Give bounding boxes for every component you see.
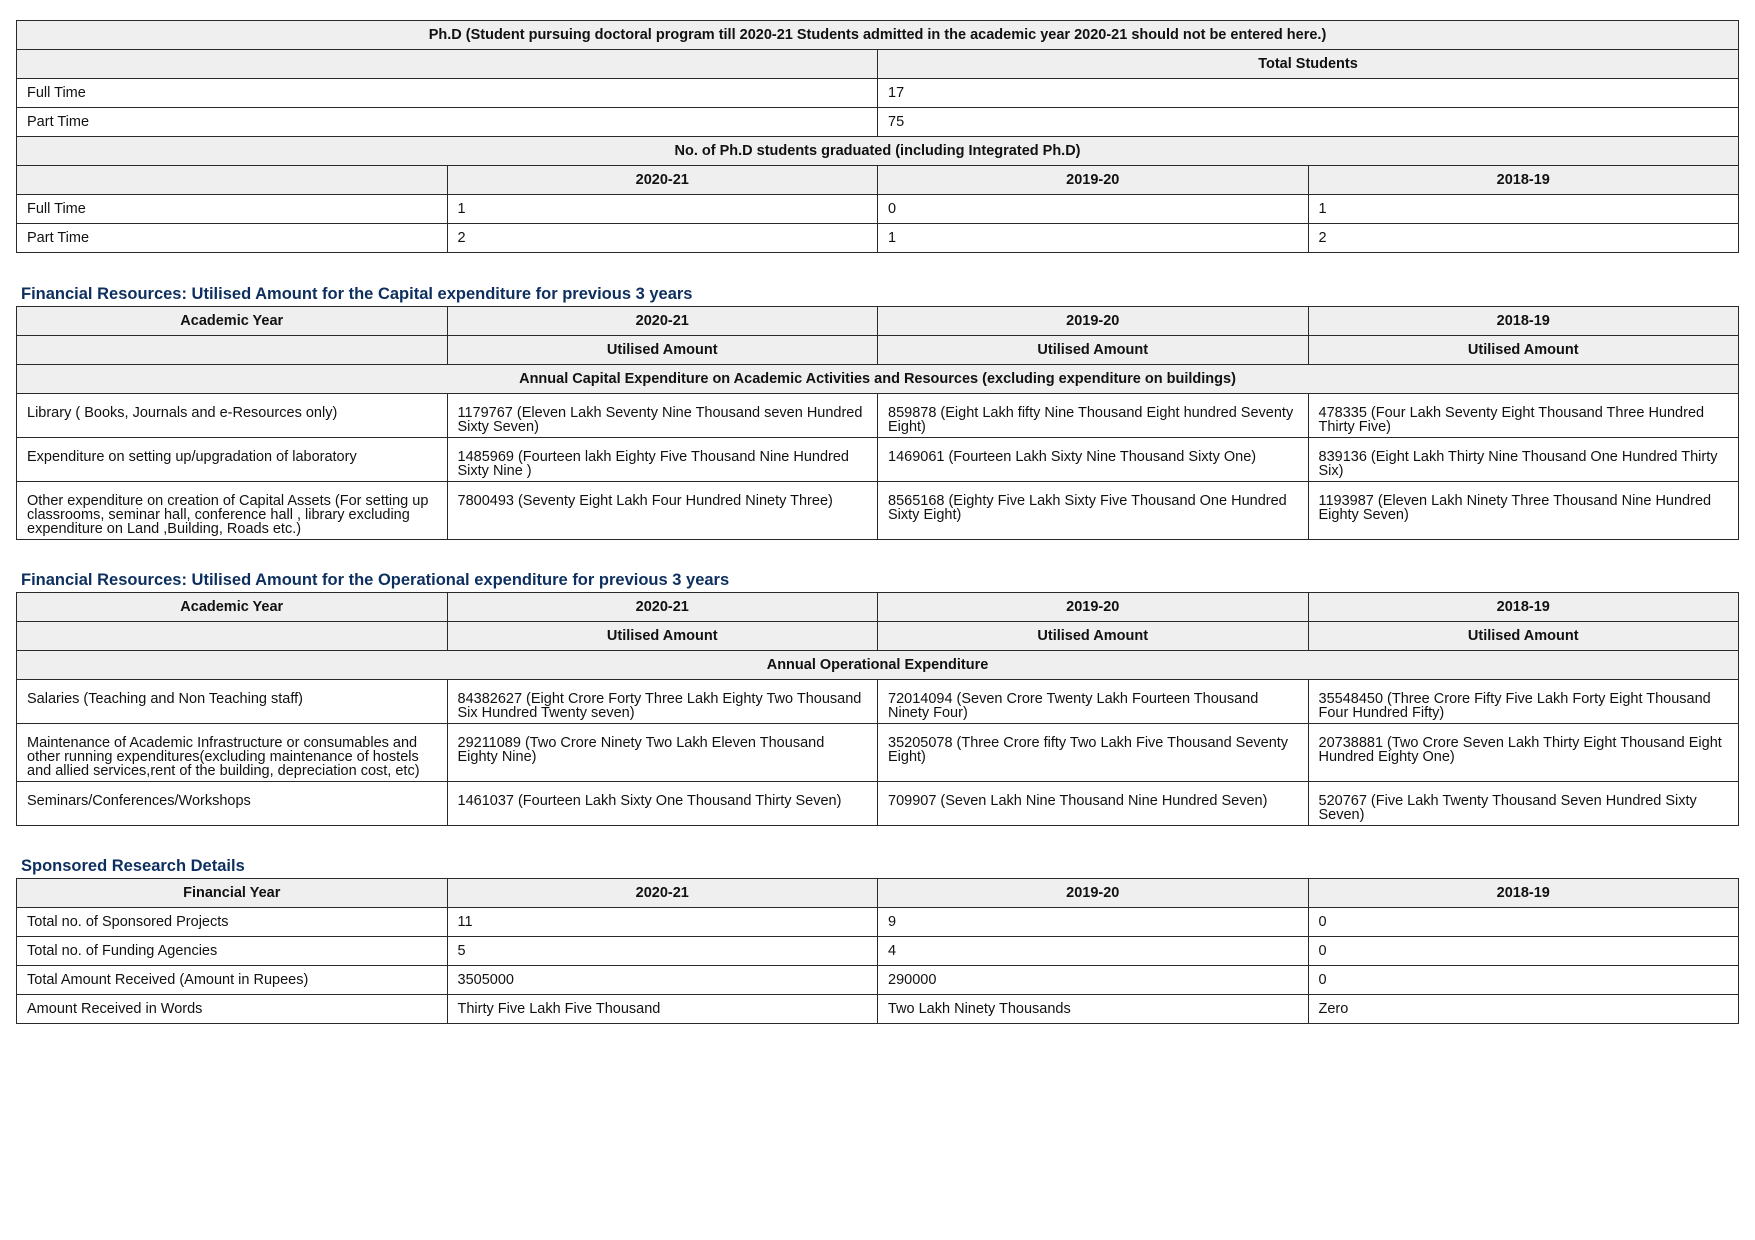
year-header: 2018-19 xyxy=(1308,166,1739,195)
year-header: 2019-20 xyxy=(878,307,1309,336)
amount-header-row xyxy=(17,622,1739,651)
empty-header-cell xyxy=(17,50,878,79)
sponsored-section-title: Sponsored Research Details xyxy=(21,857,245,875)
table-row xyxy=(17,482,1739,540)
utilised-amount-header: Utilised Amount xyxy=(447,622,878,651)
academic-year-header: Academic Year xyxy=(17,307,448,336)
financial-year-header: Financial Year xyxy=(17,879,448,908)
cell-value: Thirty Five Lakh Five Thousand xyxy=(447,995,878,1024)
utilised-amount-header: Utilised Amount xyxy=(1308,336,1739,365)
cell-value: 72014094 (Seven Crore Twenty Lakh Fourteen Thousand Ninety Four) xyxy=(878,680,1309,724)
empty-header-cell xyxy=(17,622,448,651)
year-header: 2018-19 xyxy=(1308,593,1739,622)
sponsored-research-table xyxy=(16,878,1739,1024)
row-label: Total no. of Funding Agencies xyxy=(17,937,448,966)
cell-value: 520767 (Five Lakh Twenty Thousand Seven Hundred Sixty Seven) xyxy=(1308,782,1739,826)
phd-total-header-row xyxy=(17,50,1739,79)
cell-value: 709907 (Seven Lakh Nine Thousand Nine Hundred Seven) xyxy=(878,782,1309,826)
phd-title-row xyxy=(17,21,1739,50)
table-row xyxy=(17,937,1739,966)
row-label: Total Amount Received (Amount in Rupees) xyxy=(17,966,448,995)
row-label: Full Time xyxy=(17,79,878,108)
year-header: 2019-20 xyxy=(878,879,1309,908)
table-row xyxy=(17,79,1739,108)
table-row xyxy=(17,995,1739,1024)
table-row xyxy=(17,438,1739,482)
document-page xyxy=(16,20,1739,1024)
graduated-title-row xyxy=(17,137,1739,166)
total-students-header: Total Students xyxy=(878,50,1739,79)
year-header: 2018-19 xyxy=(1308,307,1739,336)
row-label: Expenditure on setting up/upgradation of laboratory xyxy=(17,438,448,482)
table-row xyxy=(17,908,1739,937)
utilised-amount-header: Utilised Amount xyxy=(447,336,878,365)
cell-value: 7800493 (Seventy Eight Lakh Four Hundred Ninety Three) xyxy=(447,482,878,540)
table-row xyxy=(17,966,1739,995)
cell-value: 859878 (Eight Lakh fifty Nine Thousand Eight hundred Seventy Eight) xyxy=(878,394,1309,438)
cell-value: 17 xyxy=(878,79,1739,108)
cell-value: 5 xyxy=(447,937,878,966)
row-label: Seminars/Conferences/Workshops xyxy=(17,782,448,826)
row-label: Library ( Books, Journals and e-Resources only) xyxy=(17,394,448,438)
cell-value: 29211089 (Two Crore Ninety Two Lakh Eleven Thousand Eighty Nine) xyxy=(447,724,878,782)
table-row xyxy=(17,195,1739,224)
table-row xyxy=(17,680,1739,724)
cell-value: 478335 (Four Lakh Seventy Eight Thousand Three Hundred Thirty Five) xyxy=(1308,394,1739,438)
cell-value: 75 xyxy=(878,108,1739,137)
capital-subheader: Annual Capital Expenditure on Academic Activities and Resources (excluding expenditure on buildings) xyxy=(17,365,1739,394)
cell-value: 290000 xyxy=(878,966,1309,995)
cell-value: 1 xyxy=(1308,195,1739,224)
row-label: Maintenance of Academic Infrastructure or consumables and other running expenditures(excluding maintenance of hostels and allied services,rent of the building, depreciation cost, etc) xyxy=(17,724,448,782)
table-row xyxy=(17,782,1739,826)
cell-value: 11 xyxy=(447,908,878,937)
amount-header-row xyxy=(17,336,1739,365)
year-header-row xyxy=(17,307,1739,336)
phd-table xyxy=(16,20,1739,253)
academic-year-header: Academic Year xyxy=(17,593,448,622)
cell-value: 0 xyxy=(1308,937,1739,966)
cell-value: 1469061 (Fourteen Lakh Sixty Nine Thousand Sixty One) xyxy=(878,438,1309,482)
subheader-row xyxy=(17,365,1739,394)
row-label: Part Time xyxy=(17,108,878,137)
cell-value: 0 xyxy=(1308,908,1739,937)
capital-section-title: Financial Resources: Utilised Amount for the Capital expenditure for previous 3 years xyxy=(21,285,693,303)
cell-value: 1193987 (Eleven Lakh Ninety Three Thousand Nine Hundred Eighty Seven) xyxy=(1308,482,1739,540)
table-row xyxy=(17,394,1739,438)
cell-value: 20738881 (Two Crore Seven Lakh Thirty Eight Thousand Eight Hundred Eighty One) xyxy=(1308,724,1739,782)
year-header: 2018-19 xyxy=(1308,879,1739,908)
empty-header-cell xyxy=(17,166,448,195)
cell-value: Two Lakh Ninety Thousands xyxy=(878,995,1309,1024)
year-header: 2020-21 xyxy=(447,879,878,908)
cell-value: 3505000 xyxy=(447,966,878,995)
cell-value: 1485969 (Fourteen lakh Eighty Five Thousand Nine Hundred Sixty Nine ) xyxy=(447,438,878,482)
operational-subheader: Annual Operational Expenditure xyxy=(17,651,1739,680)
year-header: 2020-21 xyxy=(447,166,878,195)
row-label: Other expenditure on creation of Capital Assets (For setting up classrooms, seminar hall, conference hall , library excluding expenditure on Land ,Building, Roads etc.) xyxy=(17,482,448,540)
operational-expenditure-table xyxy=(16,592,1739,826)
cell-value: 2 xyxy=(447,224,878,253)
phd-title: Ph.D (Student pursuing doctoral program till 2020-21 Students admitted in the academic year 2020-21 should not be entered here.) xyxy=(17,21,1739,50)
cell-value: 1 xyxy=(878,224,1309,253)
graduated-title: No. of Ph.D students graduated (including Integrated Ph.D) xyxy=(17,137,1739,166)
year-header-row xyxy=(17,593,1739,622)
table-row xyxy=(17,724,1739,782)
cell-value: 9 xyxy=(878,908,1309,937)
cell-value: 0 xyxy=(1308,966,1739,995)
subheader-row xyxy=(17,651,1739,680)
cell-value: 1 xyxy=(447,195,878,224)
row-label: Amount Received in Words xyxy=(17,995,448,1024)
utilised-amount-header: Utilised Amount xyxy=(878,336,1309,365)
year-header: 2019-20 xyxy=(878,593,1309,622)
operational-section-title: Financial Resources: Utilised Amount for the Operational expenditure for previous 3 years xyxy=(21,571,730,589)
cell-value: 4 xyxy=(878,937,1309,966)
row-label: Salaries (Teaching and Non Teaching staff) xyxy=(17,680,448,724)
table-row xyxy=(17,224,1739,253)
cell-value: 84382627 (Eight Crore Forty Three Lakh Eighty Two Thousand Six Hundred Twenty seven) xyxy=(447,680,878,724)
graduated-year-row xyxy=(17,166,1739,195)
table-row xyxy=(17,108,1739,137)
cell-value: Zero xyxy=(1308,995,1739,1024)
year-header: 2020-21 xyxy=(447,307,878,336)
empty-header-cell xyxy=(17,336,448,365)
cell-value: 839136 (Eight Lakh Thirty Nine Thousand One Hundred Thirty Six) xyxy=(1308,438,1739,482)
cell-value: 1179767 (Eleven Lakh Seventy Nine Thousand seven Hundred Sixty Seven) xyxy=(447,394,878,438)
cell-value: 35548450 (Three Crore Fifty Five Lakh Forty Eight Thousand Four Hundred Fifty) xyxy=(1308,680,1739,724)
cell-value: 2 xyxy=(1308,224,1739,253)
utilised-amount-header: Utilised Amount xyxy=(1308,622,1739,651)
utilised-amount-header: Utilised Amount xyxy=(878,622,1309,651)
cell-value: 0 xyxy=(878,195,1309,224)
row-label: Total no. of Sponsored Projects xyxy=(17,908,448,937)
row-label: Part Time xyxy=(17,224,448,253)
cell-value: 8565168 (Eighty Five Lakh Sixty Five Thousand One Hundred Sixty Eight) xyxy=(878,482,1309,540)
year-header: 2019-20 xyxy=(878,166,1309,195)
row-label: Full Time xyxy=(17,195,448,224)
year-header-row xyxy=(17,879,1739,908)
cell-value: 1461037 (Fourteen Lakh Sixty One Thousand Thirty Seven) xyxy=(447,782,878,826)
cell-value: 35205078 (Three Crore fifty Two Lakh Five Thousand Seventy Eight) xyxy=(878,724,1309,782)
capital-expenditure-table xyxy=(16,306,1739,540)
year-header: 2020-21 xyxy=(447,593,878,622)
